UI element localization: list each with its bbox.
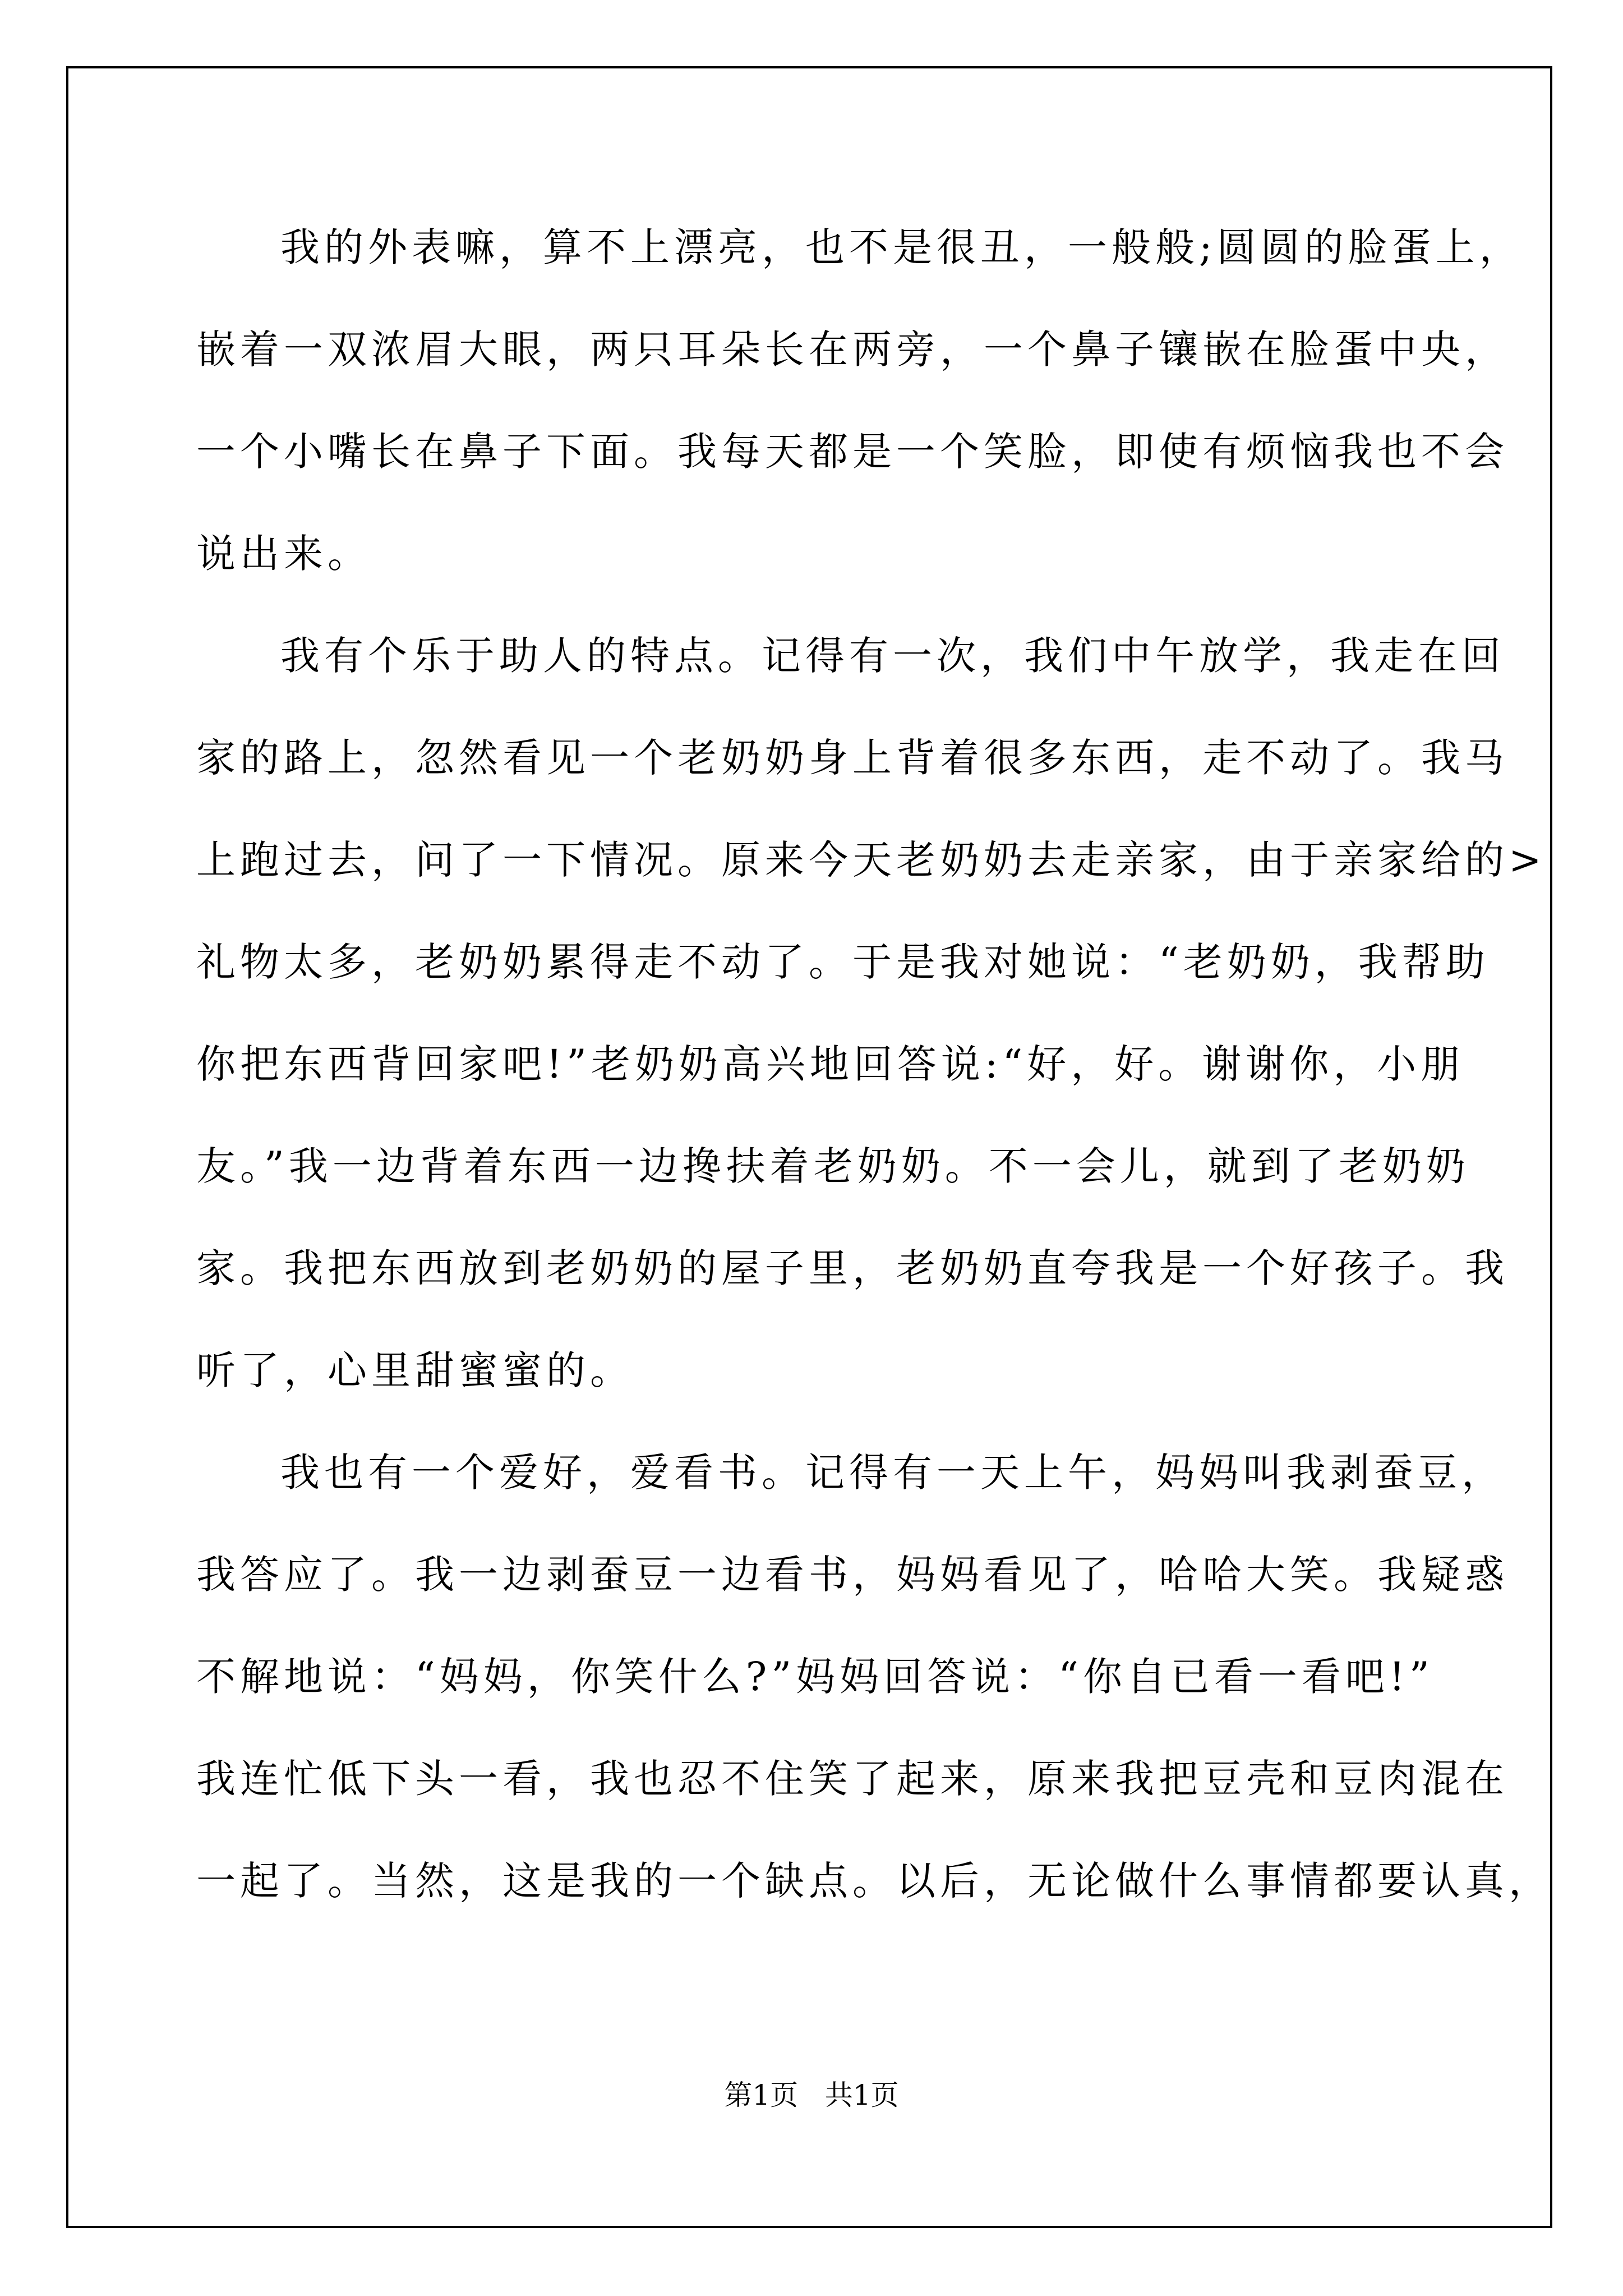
text-line: 你把东西背回家吧!”老奶奶高兴地回答说:“好，好。谢谢你，小朋 [196,1041,1465,1087]
text-line: 我有个乐于助人的特点。记得有一次，我们中午放学，我走在回 [280,633,1505,679]
text-line: 一起了。当然，这是我的一个缺点。以后，无论做什么事情都要认真， [196,1858,1552,1904]
text-line: 上跑过去，问了一下情况。原来今天老奶奶去走亲家，由于亲家给的> [196,837,1546,883]
text-line: 我也有一个爱好，爱看书。记得有一天上午，妈妈叫我剥蚕豆， [280,1450,1505,1496]
text-line: 友。”我一边背着东西一边搀扶着老奶奶。不一会儿，就到了老奶奶 [196,1143,1470,1189]
text-line: 一个小嘴长在鼻子下面。我每天都是一个笑脸，即使有烦恼我也不会 [196,429,1509,475]
paragraph-1 [196,215,1523,623]
text-line: 我答应了。我一边剥蚕豆一边看书，妈妈看见了，哈哈大笑。我疑惑 [196,1552,1509,1598]
text-line: 我连忙低下头一看，我也忍不住笑了起来，原来我把豆壳和豆肉混在 [196,1756,1509,1802]
text-line: 听了，心里甜蜜蜜的。 [196,1347,634,1393]
page-footer: 第1页 共1页 [724,2079,899,2111]
paragraph-3 [196,1440,1552,1950]
text-line: 说出来。 [196,531,371,577]
text-line: 家的路上，忽然看见一个老奶奶身上背着很多东西，走不动了。我马 [196,735,1509,781]
paragraph-2 [196,623,1546,1440]
text-line: 我的外表嘛，算不上漂亮，也不是很丑，一般般;圆圆的脸蛋上， [280,224,1523,270]
text-line: 礼物太多，老奶奶累得走不动了。于是我对她说：“老奶奶，我帮助 [196,939,1490,985]
text-line: 家。我把东西放到老奶奶的屋子里，老奶奶直夸我是一个好孩子。我 [196,1245,1509,1291]
document-body [196,215,1552,1950]
text-line: 不解地说：“妈妈，你笑什么?”妈妈回答说：“你自已看一看吧!” [196,1654,1434,1700]
text-line: 嵌着一双浓眉大眼，两只耳朵长在两旁，一个鼻子镶嵌在脸蛋中央， [196,326,1509,372]
